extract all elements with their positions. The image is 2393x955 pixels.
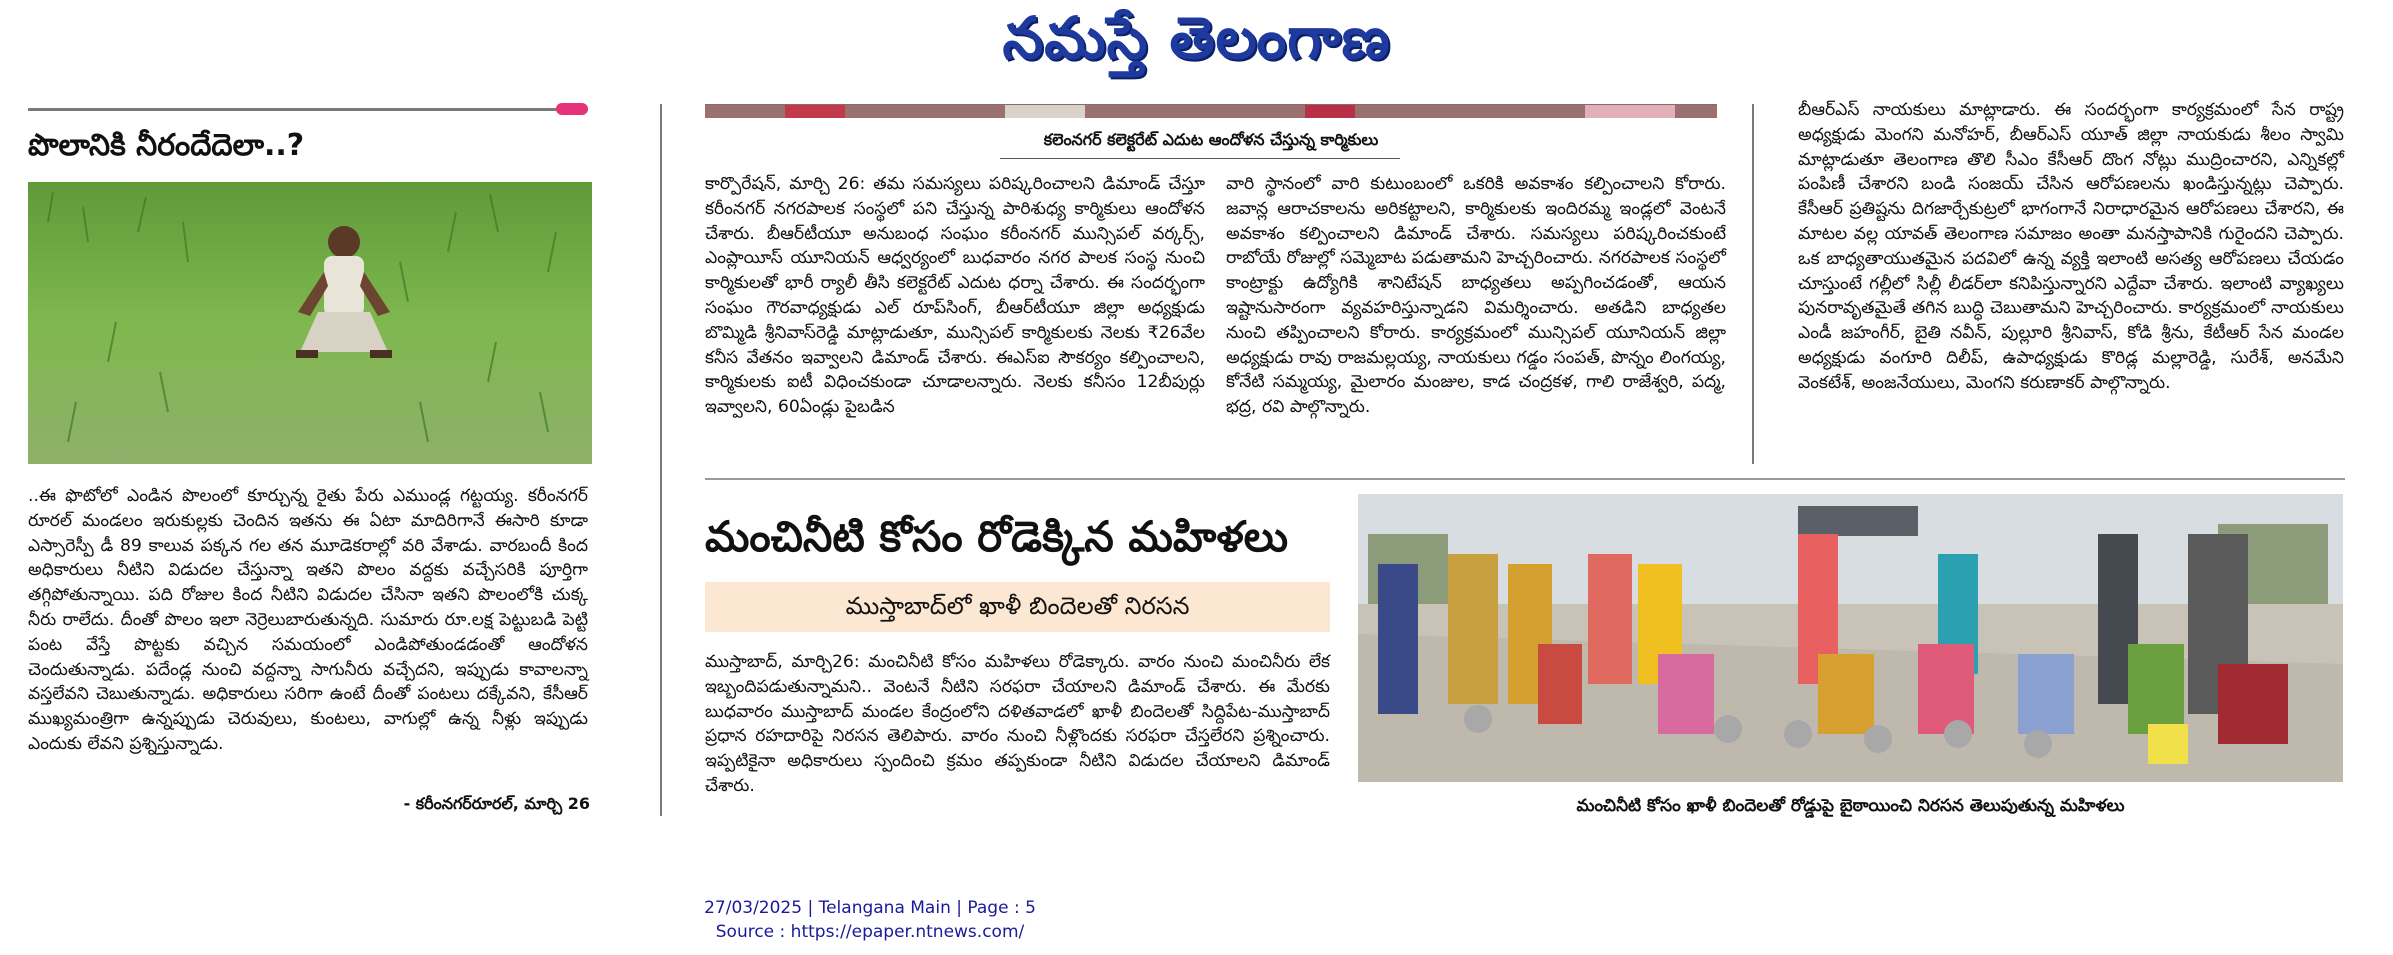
left-dateline: - కరీంనగర్‌రూరల్, మార్చి 26: [403, 794, 590, 813]
farmer-field-image: [28, 182, 592, 464]
women-photo-caption: మంచినీటి కోసం ఖాళీ బిందెలతో రోడ్డుపై బైఠాయించి నిరసన తెలుపుతున్న మహిళలు: [1576, 796, 2125, 816]
bottom-headline: మంచినీటి కోసం రోడెక్కిన మహిళలు: [705, 512, 1289, 561]
women-protest-photo: [1358, 494, 2343, 782]
top-story-col2-text: వారి స్థానంలో వారి కుటుంబంలో ఒకరికి అవకాశం కల్పించాలని కోరారు. జవాన్ల ఆరాచకాలను అరికట్టాలని, కార్మికులకు ఇందిరమ్మ ఇండ్లలో వెంటనే అవకాశం కల్పించాలని డిమాండ్ చేశారు. సమస్యలు పరిష్కరించకుంటే రాబోయే రోజుల్లో సమ్మెబాట పడుతామని హెచ్చరించారు. నగరపాలక సంస్థలో కాంట్రాక్టు ఉద్యోగికి శానిటేషన్ బాధ్యతలు అప్పగించడంతో, ఆయన ఇష్టానుసారంగా వ్యవహరిస్తున్నాడని విమర్శించారు. అతడిని బాధ్యతల నుంచి తప్పించాలని కోరారు. కార్యక్రమంలో మున్సిపల్ యూనియన్ జిల్లా అధ్యక్షుడు రావు రాజమల్లయ్య, నాయకులు గడ్డం సంపత్, పొన్నం లింగయ్య, కోనేటి సమ్మయ్య, మైలారం మంజుల, కాడ చంద్రకళ, గాలి రాజేశ్వరి, పద్మ, భద్ర, రవి పాల్గొన్నారు.: [1226, 174, 1726, 418]
accent-marker: [556, 103, 588, 115]
right-story-body: [1798, 98, 2344, 396]
masthead: నమస్తే తెలంగాణ: [1002, 4, 1391, 72]
protest-photo-image: [705, 105, 1717, 118]
left-story-text: ..ఈ ఫొటోలో ఎండిన పొలంలో కూర్చున్న రైతు పేరు ఎముండ్ల గట్టయ్య. కరీంనగర్ రూరల్ మండలం ఇరుకుల్లకు చెందిన ఇతను ఈ ఏటా మాదిరిగానే ఈసారి కూడా ఎస్సారెస్పీ డీ 89 కాలువ పక్కన గల తన మూడెకరాల్లో వరి వేశాడు. వారబందీ కింద అధికారులు నీటిని విడుదల చేస్తున్నా ఇతని పొలం వద్దకు వచ్చేసరికి పూర్తిగా తగ్గిపోతున్నాయి. పది రోజుల కింద నీటిని విడుదల చేసినా ఇతని పొలంలోకి చుక్క నీరు రాలేదు. దీంతో పొలం ఇలా నెర్రెలుబారుతున్నది. సుమారు రూ.లక్ష పెట్టుబడి పెట్టి పంట వేస్తే పొట్టకు వచ్చిన సమయంలో ఎండిపోతుండడంతో ఆందోళన చెందుతున్నాడు. పదేండ్ల నుంచి వద్దన్నా సాగునీరు వచ్చేదని, ఇప్పుడు కావాలన్నా వస్తలేవని చెబుతున్నాడు. అధికారులు సరిగా ఉంటే దీంతో పంటలు దక్కేవని, కేసీఆర్ ముఖ్యమంత్రిగా ఉన్నప్పుడు చెరువులు, కుంటలు, వాగుల్లో ఉన్న నీళ్లు ఇప్పుడు ఎందుకు లేవని ప్రశ్నిస్తున్నాడు.: [28, 486, 588, 754]
bottom-story-text: ముస్తాబాద్, మార్చి26: మంచినీటి కోసం మహిళలు రోడెక్కారు. వారం నుంచి మంచినీరు లేక ఇబ్బందిపడుతున్నామని.. వెంటనే నీటిని సరఫరా చేయాలని డిమాండ్ చేశారు. ఈ మేరకు బుధవారం ముస్తాబాద్ మండల కేంద్రంలోని దళితవాడలో ఖాళీ బిందెలతో సిద్దిపేట-ముస్తాబాద్ ప్రధాన రహదారిపై నిరసన తెలిపారు. వారం నుంచి నీళ్లొందకు సరఫరా చేస్తలేరని ప్రశ్నించారు. ఇప్పటికైనా అధికారులు స్పందించి క్రమం తప్పకుండా నీటిని విడుదల చేయాలని డిమాండ్ చేశారు.: [705, 652, 1330, 796]
section-rule: [705, 478, 2345, 480]
headline-rule: [28, 108, 588, 111]
bottom-subhead: ముస్తాబాద్‌లో ఖాళీ బిందెలతో నిరసన: [845, 592, 1190, 620]
top-story-col2: [1226, 172, 1726, 420]
protest-photo-caption: కలెంనగర్ కలెక్టరేట్ ఎదుట ఆందోళన చేస్తున్న కార్మికులు: [1043, 130, 1379, 149]
column-rule-left: [660, 104, 662, 816]
top-story-col1-text: కార్పొరేషన్, మార్చి 26: తమ సమస్యలు పరిష్కరించాలని డిమాండ్ చేస్తూ కరీంనగర్ నగరపాలక సంస్థలో పని చేస్తున్న పారిశుధ్య కార్మికులు ఆందోళన చేశారు. బీఆర్‌టీయూ అనుబంధ సంఘం కరీంనగర్ మున్సిపల్ వర్కర్స్, ఎంప్లాయీస్ యూనియన్ ఆధ్వర్యంలో బుధవారం నగర పాలక సంస్థ నుంచి కార్మికులతో భారీ ర్యాలీ తీసి కలెక్టరేట్ ఎదుట ధర్నా చేశారు. ఈ సందర్భంగా సంఘం గౌరవాధ్యక్షుడు ఎల్ రూప్‌సింగ్, బీఆర్‌టీయూ జిల్లా అధ్యక్షుడు బొమ్మిడి శ్రీనివాస్‌రెడ్డి మాట్లాడుతూ, మున్సిపల్ కార్మికులకు నెలకు ₹26వేల కనీస వేతనం ఇవ్వాలని డిమాండ్ చేశారు. ఈఎస్‌ఐ సౌకర్యం కల్పించాలని, కార్మికులకు ఐటీ విధించకుండా చూడాలన్నారు. నెలకు కనీసం 12బీపుర్లు ఇవ్వాలని, 60ఏండ్లు పైబడిన: [705, 174, 1205, 418]
protest-photo-strip: [705, 104, 1717, 118]
left-headline: పొలానికి నీరందేదెలా..?: [28, 128, 305, 163]
top-story-col1: [705, 172, 1205, 420]
column-rule-right: [1752, 104, 1754, 464]
footer-edition: 27/03/2025 | Telangana Main | Page : 5: [704, 898, 1036, 918]
farmer-photo: [28, 182, 592, 464]
left-story-body: [28, 484, 588, 757]
bottom-story-body: [705, 650, 1330, 799]
caption-underline: [1000, 158, 1400, 159]
footer-source-link[interactable]: Source : https://epaper.ntnews.com/: [715, 922, 1025, 942]
women-protest-image: [1358, 494, 2343, 782]
right-story-text: బీఆర్‌ఎస్ నాయకులు మాట్లాడారు. ఈ సందర్భంగా కార్యక్రమంలో సేన రాష్ట్ర అధ్యక్షుడు మెంగని మనోహర్, బీఆర్‌ఎస్ యూత్ జిల్లా నాయకుడు శీలం స్వామి మాట్లాడుతూ తెలంగాణ తొలి సీఎం కేసీఆర్ దొంగ నోట్లు ముద్రించారని, ఎన్నికల్లో పంపిణీ చేశారని బండి సంజయ్ చేసిన ఆరోపణలను ఖండిస్తున్నట్లు చెప్పారు. కేసీఆర్ ప్రతిష్టను దిగజార్చేకుట్రలో భాగంగానే నిరాధారమైన ఆరోపణలు చేశారని, ఈ మాటల వల్ల యావత్ తెలంగాణ సమాజం అంతా మనస్తాపానికి గురైందని చెప్పారు. ఒక బాధ్యతాయుతమైన పదవిలో ఉన్న వ్యక్తి ఇలాంటి అసత్య ఆరోపణలు చేయడం చూస్తుంటే గల్లీలో సిల్లీ లీడర్‌లా కనిపిస్తున్నారని ఎద్దేవా చేశారు. ఇలాంటి వ్యాఖ్యలు పునరావృతమైతే తగిన బుద్ధి చెబుతామని హెచ్చరించారు. కార్యక్రమంలో నాయకులు ఎండీ జహంగీర్, బైతి నవీన్, పుల్లూరి శ్రీనివాస్, కోడి శ్రీను, కేటీఆర్ సేన మండల అధ్యక్షుడు వంగూరి దిలీప్, ఉపాధ్యక్షుడు కొరిడ్ల మల్లారెడ్డి, సురేశ్, అనమేని వెంకటేశ్, అంజనేయులు, మెంగని కరుణాకర్ పాల్గొన్నారు.: [1798, 100, 2344, 393]
